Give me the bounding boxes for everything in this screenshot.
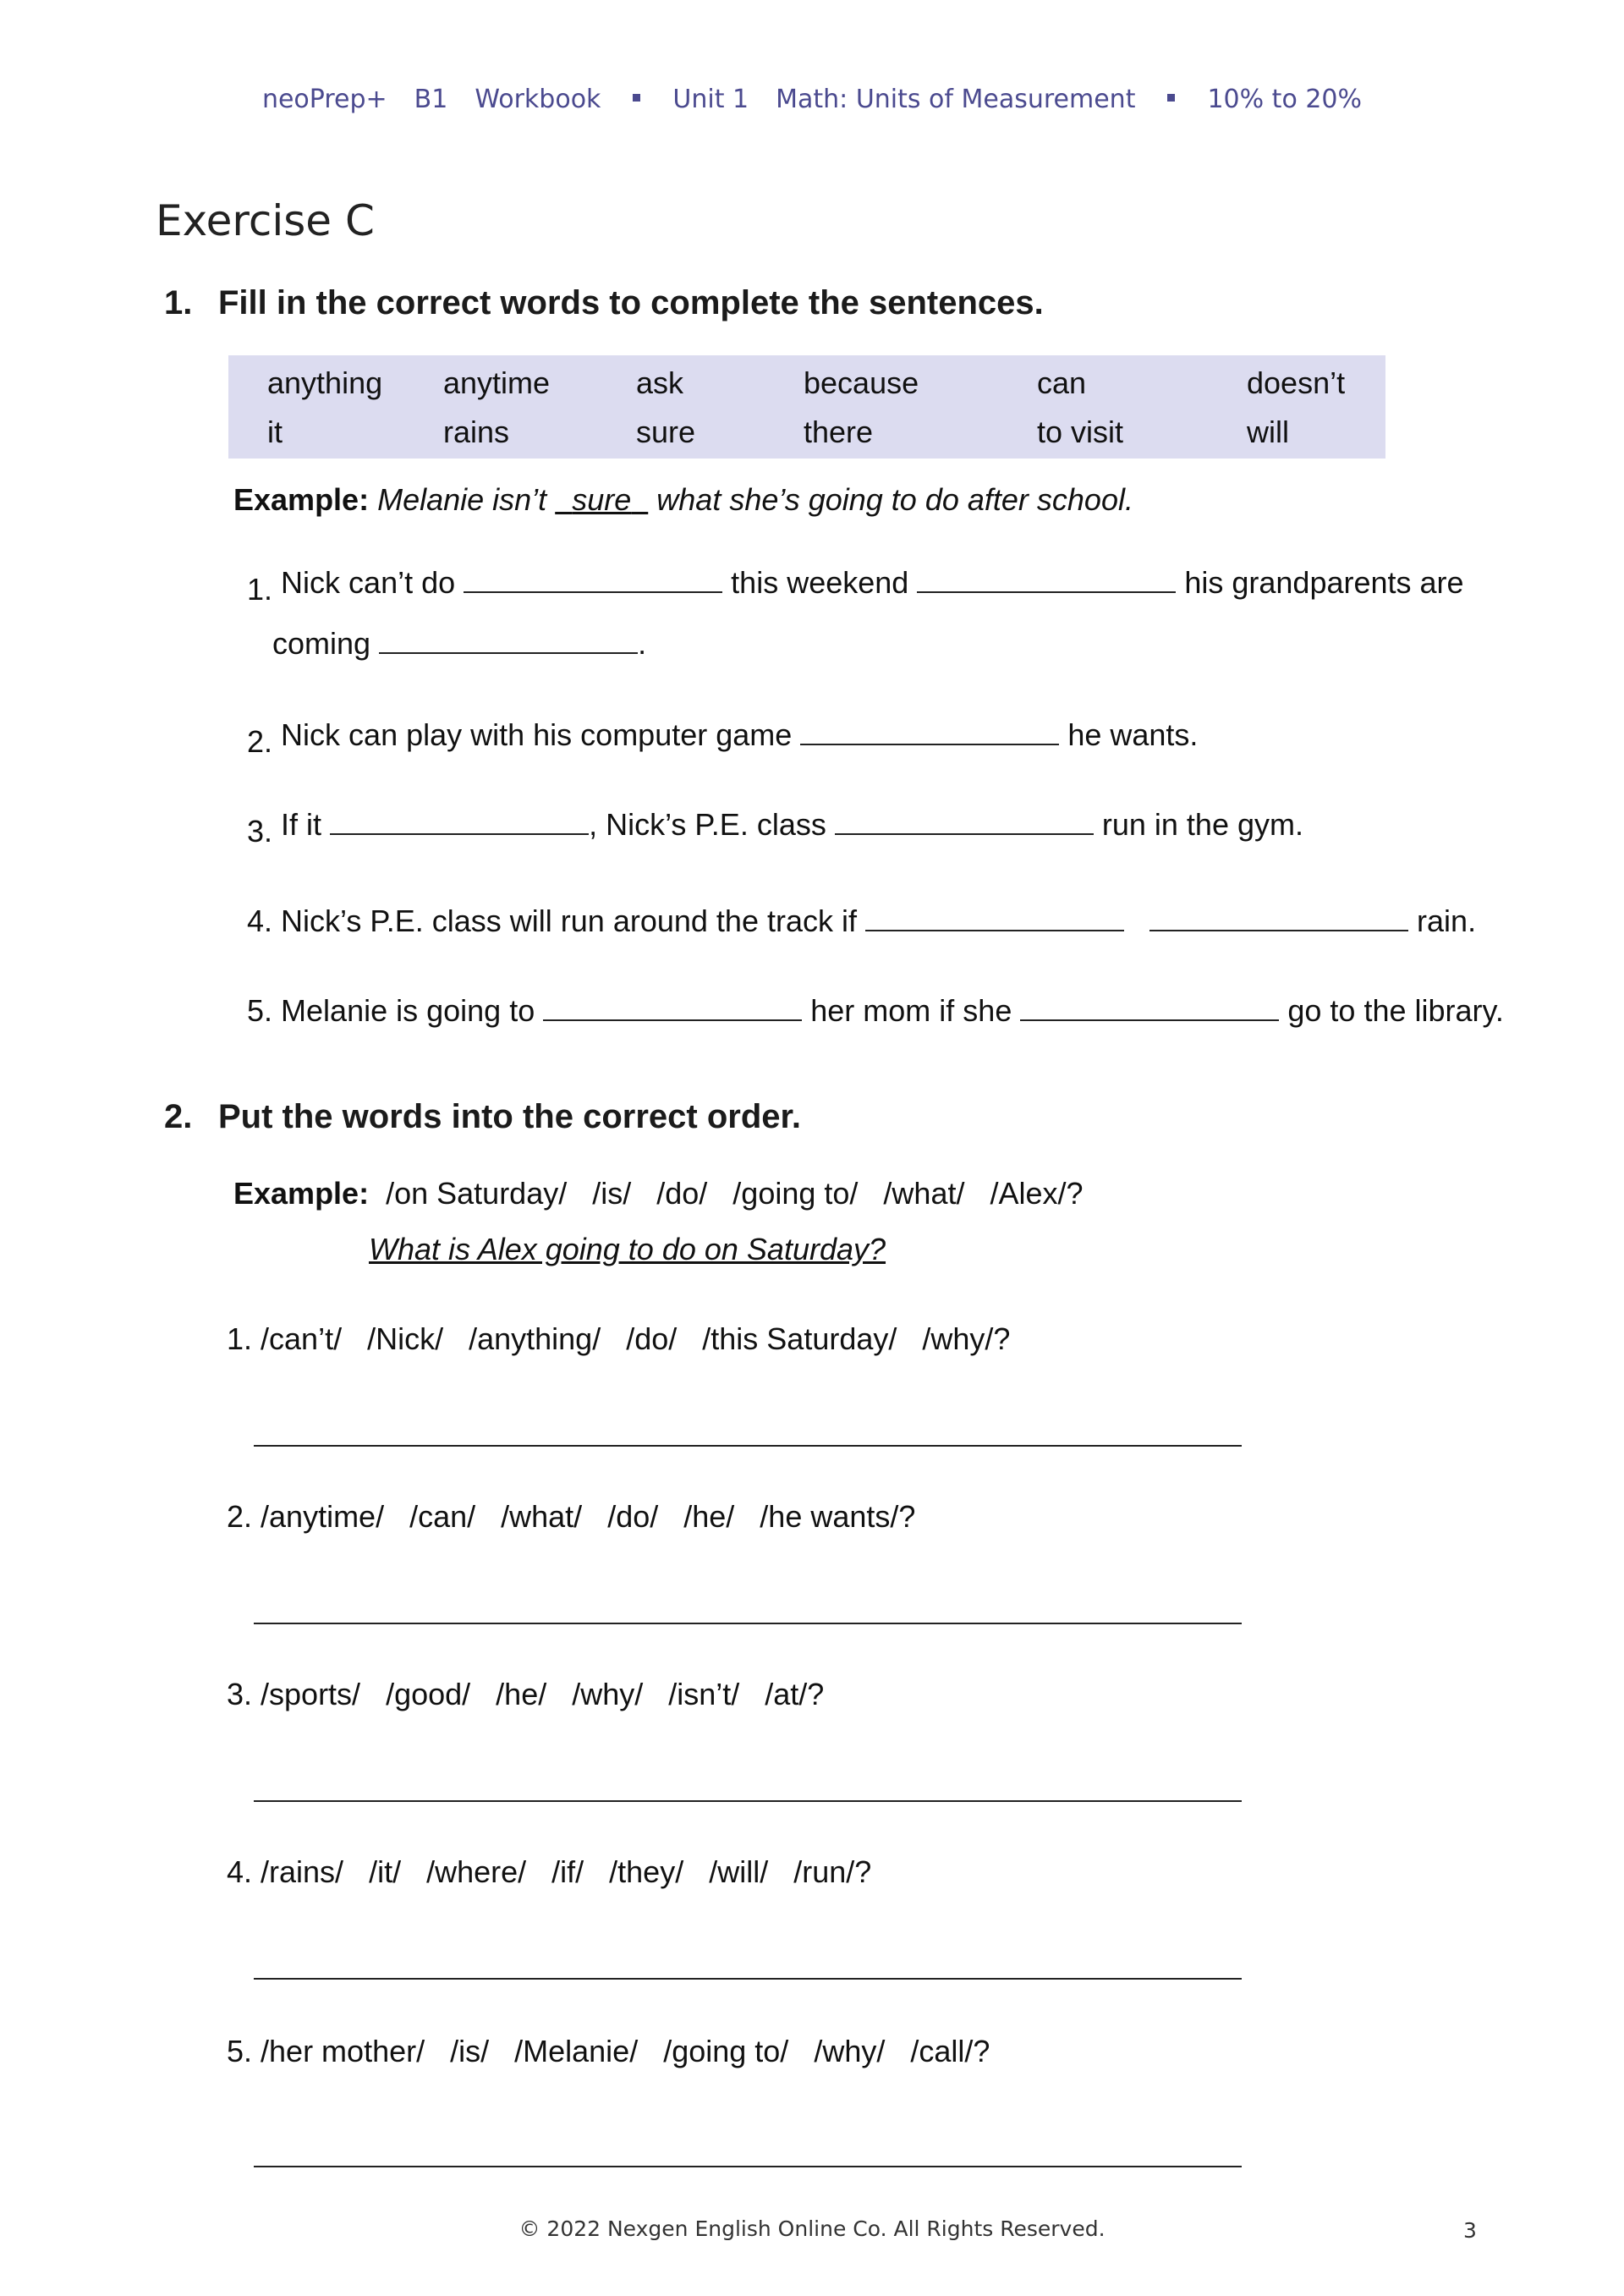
order-item-4: 4. /rains/ /it/ /where/ /if/ /they/ /will/ /run/? xyxy=(227,1854,872,1889)
word-bank xyxy=(228,355,1385,459)
section-1-title xyxy=(164,284,1044,322)
word-bank-item: ask xyxy=(636,365,684,400)
item-number: 4. xyxy=(247,904,273,938)
answer-blank[interactable] xyxy=(865,904,1124,931)
answer-line[interactable] xyxy=(254,1623,1242,1624)
answer-blank[interactable] xyxy=(800,718,1059,745)
square-bullet-icon xyxy=(633,94,640,102)
word-bank-item: because xyxy=(804,365,919,400)
word-bank-item: can xyxy=(1037,365,1087,400)
fill-item-2: 2. Nick can play with his computer game he wants. xyxy=(247,717,1199,759)
answer-blank[interactable] xyxy=(330,808,589,835)
answer-blank[interactable] xyxy=(543,994,802,1021)
example-text-after: what she’s going to do after school. xyxy=(656,482,1133,517)
example-words: /on Saturday/ /is/ /do/ /going to/ /what/ /Alex/? xyxy=(386,1176,1084,1211)
answer-blank[interactable] xyxy=(464,566,722,593)
word-bank-item: to visit xyxy=(1037,415,1124,449)
page-number: 3 xyxy=(1463,2218,1477,2243)
item-number: 2. xyxy=(247,724,273,759)
answer-blank[interactable] xyxy=(1149,904,1408,931)
example-text-before: Melanie isn’t xyxy=(377,482,547,517)
order-item-3: 3. /sports/ /good/ /he/ /why/ /isn’t/ /at/? xyxy=(227,1677,825,1711)
item-number: 1. xyxy=(247,572,273,607)
answer-blank[interactable] xyxy=(379,627,638,654)
answer-line[interactable] xyxy=(254,2166,1242,2167)
header-range: 10% to 20% xyxy=(1207,85,1363,114)
fill-item-1: 1. Nick can’t do this weekend his grandparents are xyxy=(247,565,1464,607)
answer-blank[interactable] xyxy=(1020,994,1279,1021)
word-bank-item: rains xyxy=(443,415,510,449)
fill-item-5: 5. Melanie is going to her mom if she go to the library. xyxy=(247,993,1504,1028)
word-bank-item: sure xyxy=(636,415,696,449)
section-title-text: Fill in the correct words to complete the sentences. xyxy=(218,284,1044,321)
word-bank-item: anytime xyxy=(443,365,551,400)
header-unit: Unit 1 xyxy=(672,85,749,114)
header-topic: Math: Units of Measurement xyxy=(776,85,1136,114)
item-number: 5. xyxy=(247,993,273,1028)
fill-item-1-cont: coming . xyxy=(272,626,647,661)
fill-item-3: 3. If it , Nick’s P.E. class run in the gym. xyxy=(247,807,1303,849)
example-1 xyxy=(233,482,1133,518)
example-2 xyxy=(233,1176,1084,1211)
copyright-footer: © 2022 Nexgen English Online Co. All Rights Reserved. xyxy=(518,2216,1106,2241)
section-number: 2. xyxy=(164,1098,193,1135)
order-item-2: 2. /anytime/ /can/ /what/ /do/ /he/ /he wants/? xyxy=(227,1499,916,1534)
order-item-5: 5. /her mother/ /is/ /Melanie/ /going to/ /why/ /call/? xyxy=(227,2034,990,2068)
page-header xyxy=(0,85,1624,114)
word-bank-item: doesn’t xyxy=(1247,365,1346,400)
example-label: Example: xyxy=(233,482,370,517)
exercise-title: Exercise C xyxy=(156,196,375,245)
word-bank-item: it xyxy=(267,415,283,449)
answer-line[interactable] xyxy=(254,1445,1242,1447)
order-item-1: 1. /can’t/ /Nick/ /anything/ /do/ /this Saturday/ /why/? xyxy=(227,1321,1011,1356)
section-2-title xyxy=(164,1098,801,1136)
example-label: Example: xyxy=(233,1176,370,1211)
word-bank-item: there xyxy=(804,415,874,449)
header-book: Workbook xyxy=(475,85,601,114)
word-bank-item: will xyxy=(1247,415,1289,449)
header-level: B1 xyxy=(414,85,448,114)
answer-line[interactable] xyxy=(254,1800,1242,1802)
header-brand: neoPrep+ xyxy=(261,85,387,114)
fill-item-4: 4. Nick’s P.E. class will run around the track if rain. xyxy=(247,904,1477,938)
section-number: 1. xyxy=(164,284,193,321)
square-bullet-icon xyxy=(1167,94,1175,102)
section-title-text: Put the words into the correct order. xyxy=(218,1098,801,1135)
answer-line[interactable] xyxy=(254,1978,1242,1980)
answer-blank[interactable] xyxy=(917,566,1176,593)
word-bank-item: anything xyxy=(267,365,383,400)
item-number: 3. xyxy=(247,814,273,849)
example-answer: What is Alex going to do on Saturday? xyxy=(369,1232,886,1266)
example-answer: sure xyxy=(572,482,632,517)
answer-blank[interactable] xyxy=(835,808,1094,835)
